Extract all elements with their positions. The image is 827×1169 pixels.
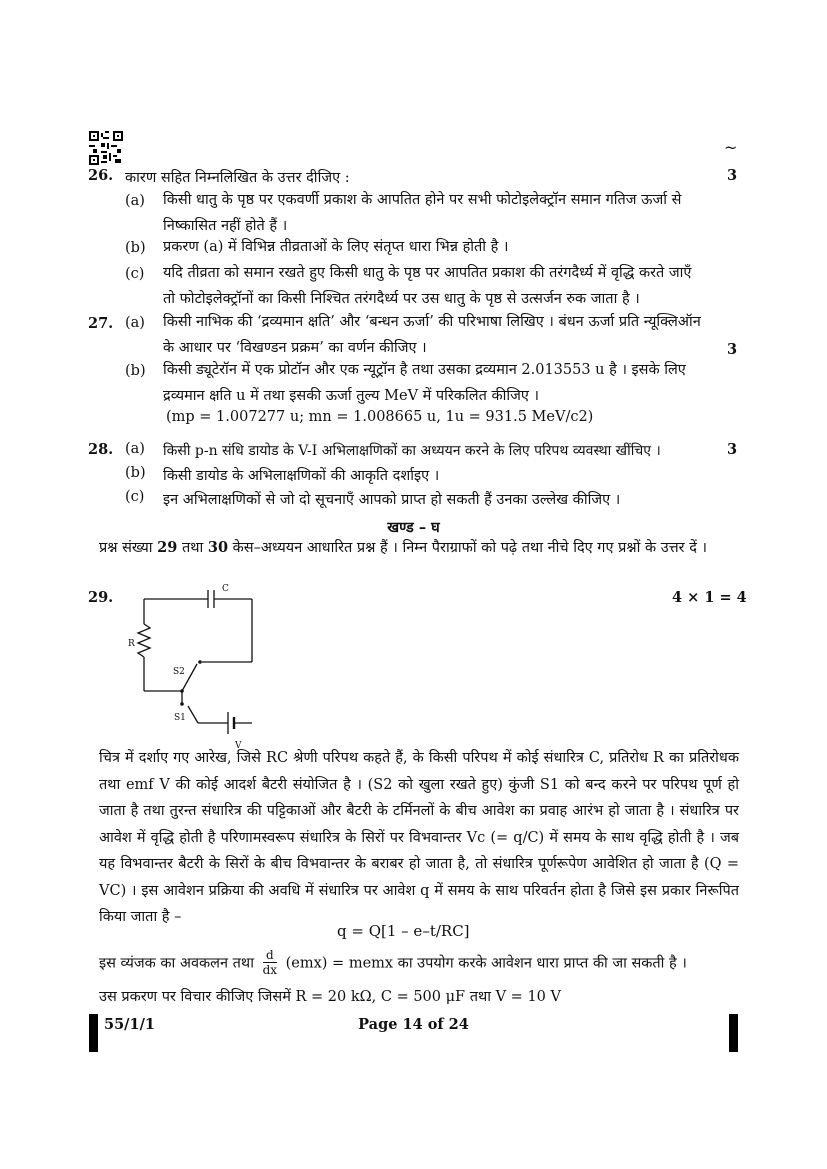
q29-number: 29. xyxy=(88,589,114,606)
q29-derivative-b: (emx) = memx का उपयोग करके आवेशन धारा प्राप्त की जा सकती है । xyxy=(285,955,687,972)
q27-b-text: किसी ड्यूटेरॉन में एक प्रोटॉन और एक न्यूट्रॉन है तथा उसका द्रव्यमान 2.013553 u है । इसके लिए द्रव्यमान क्षति u में तथा इसकी ऊर्जा तुल्य MeV में परिकलित कीजिए । xyxy=(163,362,686,404)
circuit-label-s1: S1 xyxy=(174,713,186,723)
section-intro-b: तथा xyxy=(177,540,208,556)
section-q30-ref: 30 xyxy=(207,539,229,556)
circuit-label-s2: S2 xyxy=(173,667,185,677)
q27-number: 27. xyxy=(88,315,114,332)
q27-a-label: (a) xyxy=(125,315,145,331)
circuit-label-r: R xyxy=(128,639,135,649)
q27-b-label: (b) xyxy=(125,363,146,379)
footer-bar-right xyxy=(729,1014,738,1052)
q26-c-text: यदि तीव्रता को समान रखते हुए किसी धातु के पृष्ठ पर आपतित प्रकाश की तरंगदैर्ध्य में वृद्धि करते जाएँ तो फोटोइलेक्ट्रॉनों का किसी निश्चित तरंगदैर्ध्य पर उस धातु के पृष्ठ से उत्सर्जन रुक जाता है । xyxy=(163,265,692,307)
q29-paragraph: चित्र में दर्शाए गए आरेख, जिसे RC श्रेणी परिपथ कहते हैं, के किसी परिपथ में कोई संधारित्र C, प्रतिरोध R का प्रतिरोधक तथा emf V की कोई आदर्श बैटरी संयोजित है । (S2 को खुला रखते हुए) कुंजी S1 को बन्द करने पर परिपथ पूर्ण हो जाता है तथा तुरन्त संधारित्र की पट्टिकाओं और बैटरी के टर्मिनलों के बीच आवेश का प्रवाह आरंभ हो जाता है । संधारित्र पर आवेश में वृद्धि होती है परिणामस्वरूप संधारित्र के सिरों पर विभवान्तर Vc (= q/C) में समय के साथ वृद्धि होती है । जब यह विभवान्तर बैटरी के सिरों के बीच विभवान्तर के बराबर हो जाता है, तो संधारित्र पूर्णरूपेण आवेशित हो जाता है (Q = VC) । इस आवेशन प्रक्रिया की अवधि में संधारित्र पर आवेश q में समय के साथ परिवर्तन होता है जिसे इस प्रकार निरूपित किया जाता है – xyxy=(99,750,739,925)
q28-a-text: किसी p-n संधि डायोड के V-I अभिलाक्षणिकों का अध्ययन करने के लिए परिपथ व्यवस्था खींचिए । xyxy=(163,443,661,459)
q29-equation: q = Q[1 – e–t/RC] xyxy=(337,922,470,940)
q26-intro: कारण सहित निम्नलिखित के उत्तर दीजिए : xyxy=(125,170,350,186)
section-intro-c: केस–अध्ययन आधारित प्रश्न हैं । निम्न पैराग्राफों को पढ़े तथा नीचे दिए गए प्रश्नों के उत्तर दें । xyxy=(228,540,708,556)
qr-code-icon xyxy=(89,131,123,165)
q26-b-text: प्रकरण (a) में विभिन्न तीव्रताओं के लिए संतृप्त धारा भिन्न होती है । xyxy=(163,239,509,255)
q29-values: उस प्रकरण पर विचार कीजिए जिसमें R = 20 kΩ, C = 500 μF तथा V = 10 V xyxy=(99,989,561,1005)
fraction-numerator: d xyxy=(263,948,277,963)
q26-c-label: (c) xyxy=(125,266,145,282)
section-intro xyxy=(99,535,739,562)
rc-circuit-diagram xyxy=(120,582,260,752)
q28-c-label: (c) xyxy=(125,489,145,505)
q26-b-label: (b) xyxy=(125,240,146,256)
q28-marks: 3 xyxy=(727,441,738,458)
circuit-label-c: C xyxy=(222,584,229,594)
section-intro-a: प्रश्न संख्या xyxy=(99,540,158,556)
circuit-label-v: V xyxy=(235,741,242,751)
q26-marks: 3 xyxy=(727,167,738,184)
q27-marks: 3 xyxy=(727,341,738,358)
q28-b-text: किसी डायोड के अभिलाक्षणिकों की आकृति दर्शाइए । xyxy=(163,468,440,484)
footer-page-number: Page 14 of 24 xyxy=(358,1016,469,1033)
q28-b-label: (b) xyxy=(125,465,146,481)
q29-marks: 4 × 1 = 4 xyxy=(672,589,747,606)
section-q29-ref: 29 xyxy=(157,539,178,556)
fraction-denominator: dx xyxy=(262,963,278,977)
q27-given-values: (mp = 1.007277 u; mn = 1.008665 u, 1u = 931.5 MeV/c2) xyxy=(166,409,594,425)
q26-number: 26. xyxy=(88,167,114,184)
q28-number: 28. xyxy=(88,441,114,458)
q29-derivative-a: इस व्यंजक का अवकलन तथा xyxy=(99,955,254,972)
q26-a-label: (a) xyxy=(125,193,145,209)
section-heading: खण्ड – घ xyxy=(387,519,440,536)
q29-derivative-line xyxy=(99,948,687,982)
q27-a-text: किसी नाभिक की ‘द्रव्यमान क्षति’ और ‘बन्धन ऊर्जा’ की परिभाषा लिखिए । बंधन ऊर्जा प्रति न्यूक्लिऑन के आधार पर ‘विखण्डन प्रक्रम’ का वर्णन कीजिए । xyxy=(163,314,701,356)
q26-a-text: किसी धातु के पृष्ठ पर एकवर्णी प्रकाश के आपतित होने पर सभी फोटोइलेक्ट्रॉन समान गतिज ऊर्जा से निष्कासित नहीं होते हैं । xyxy=(163,192,682,234)
corner-tilde: ~ xyxy=(724,138,738,157)
q28-c-text: इन अभिलाक्षणिकों से जो दो सूचनाएँ आपको प्राप्त हो सकती हैं उनका उल्लेख कीजिए । xyxy=(163,492,621,508)
q28-a-label: (a) xyxy=(125,441,145,457)
q29-derivative-fraction xyxy=(263,948,277,977)
footer-code: 55/1/1 xyxy=(104,1016,155,1033)
